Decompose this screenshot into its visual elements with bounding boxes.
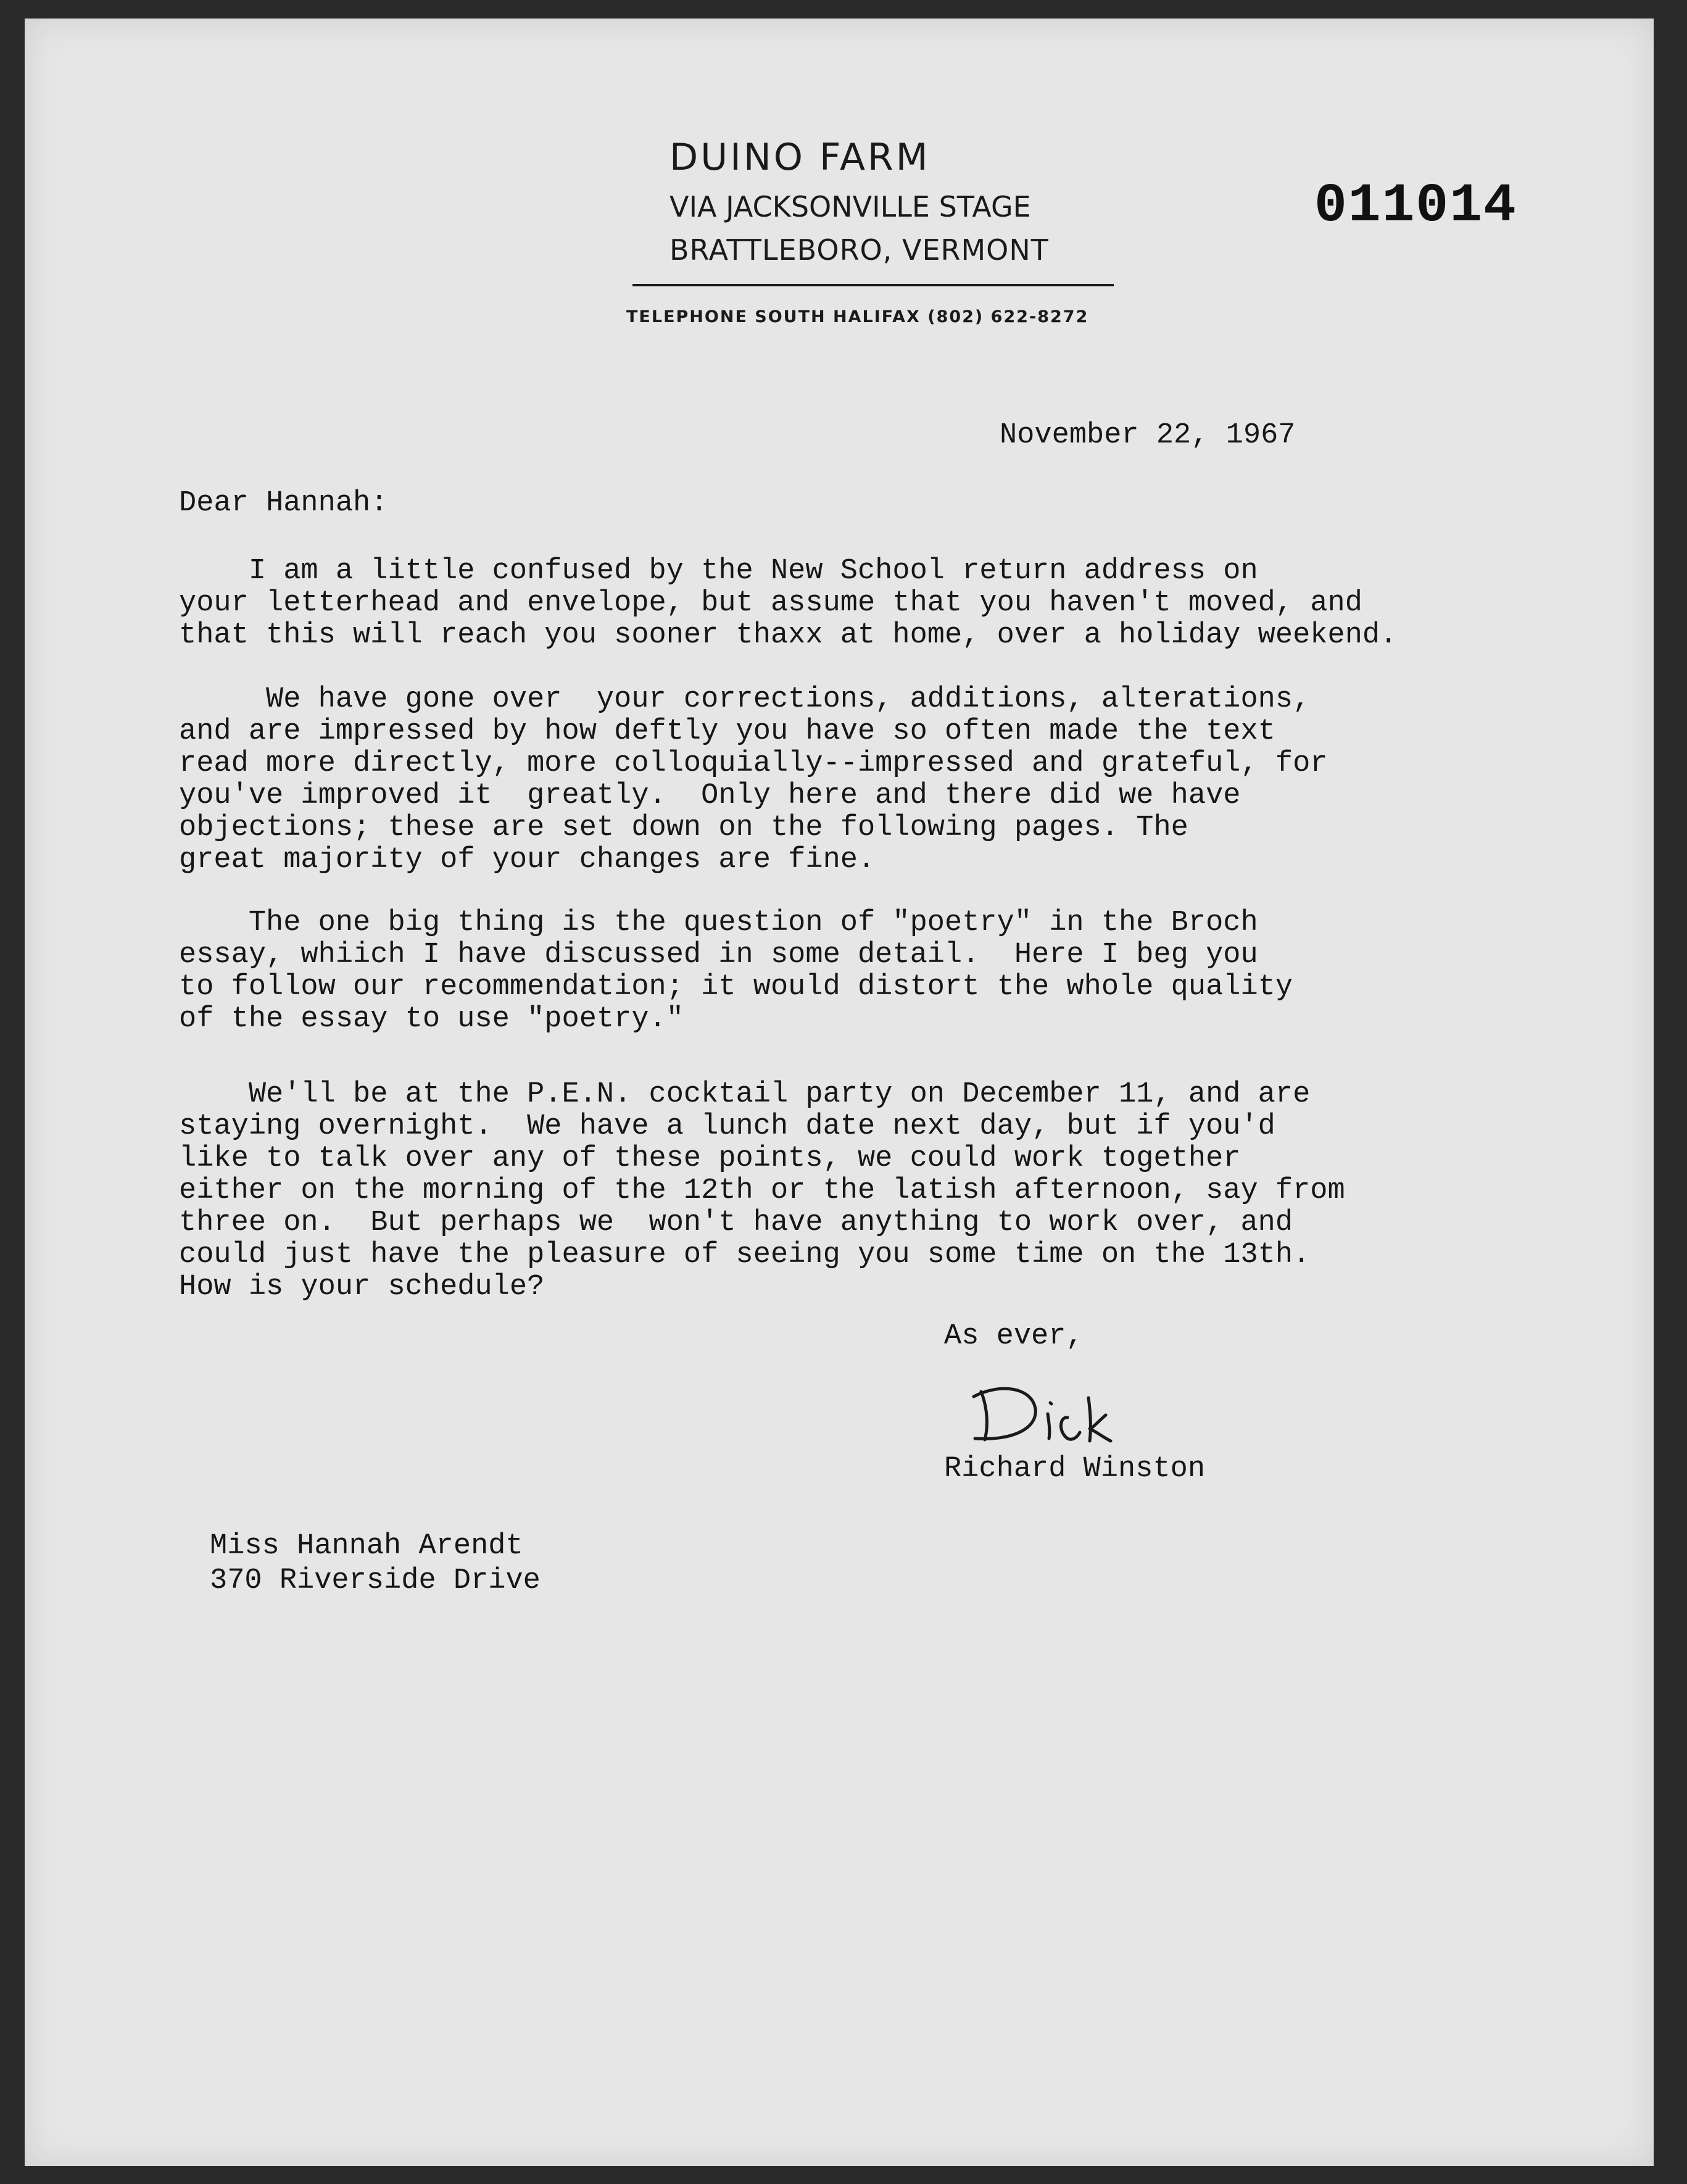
closing: As ever, — [944, 1320, 1084, 1353]
letter-date: November 22, 1967 — [1000, 419, 1296, 452]
letterhead-telephone: TELEPHONE SOUTH HALIFAX (802) 622-8272 — [626, 307, 1089, 326]
salutation: Dear Hannah: — [179, 487, 388, 520]
letterhead-address-line2: BRATTLEBORO, VERMONT — [669, 233, 1049, 267]
handwritten-signature — [963, 1379, 1148, 1447]
paragraph-1: I am a little confused by the New School return address on your letterhead and envelope, but assume that you haven't moved, and that this will reach you sooner thaxx at home, over a holiday weekend. — [179, 555, 1398, 652]
recipient-name: Miss Hannah Arendt — [210, 1530, 523, 1563]
letterhead-rule — [632, 284, 1114, 286]
paragraph-3: The one big thing is the question of "poetry" in the Broch essay, whiich I have discussed in some detail. Here I beg you to follow our recommendation; it would distort the whole quality of the essay to use "poetry." — [179, 907, 1293, 1036]
document-number: 011014 — [1314, 176, 1517, 237]
recipient-address: 370 Riverside Drive — [210, 1564, 541, 1597]
paragraph-4: We'll be at the P.E.N. cocktail party on December 11, and are staying overnight. We have a lunch date next day, but if you'd like to talk over any of these points, we could work together either on the morning of the 12th or the latish afternoon, say from three on. But perhaps we won't have anything to work over, and could just have the pleasure of seeing you some time on the 13th. How is your schedule? — [179, 1078, 1345, 1303]
paragraph-2: We have gone over your corrections, additions, alterations, and are impressed by how deftly you have so often made the text read more directly, more colloquially--impressed and grateful, for you've improved it greatly. Only here and there did we have objections; these are set down on the following pages. The great majority of your changes are fine. — [179, 683, 1328, 876]
signer-name: Richard Winston — [944, 1453, 1206, 1485]
letterhead-address-line1: VIA JACKSONVILLE STAGE — [669, 190, 1031, 223]
letterhead-name: DUINO FARM — [669, 136, 931, 179]
